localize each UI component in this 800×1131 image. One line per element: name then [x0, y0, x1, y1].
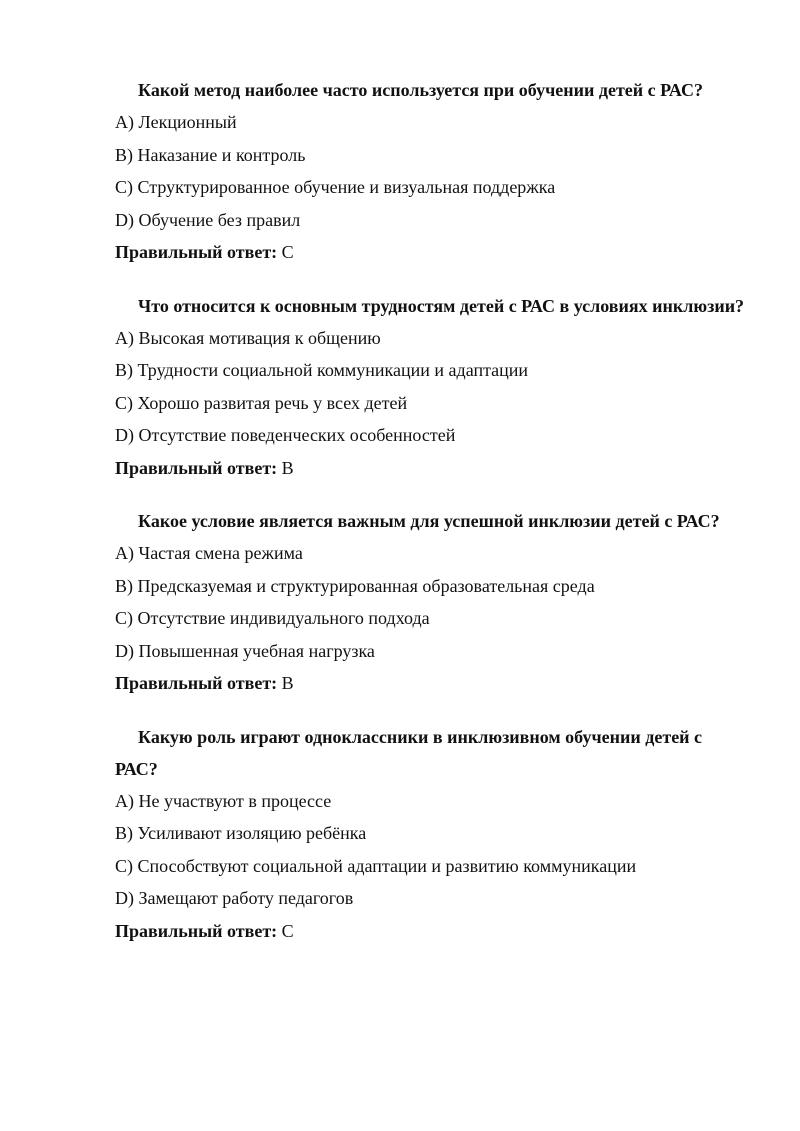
answer-value: B [277, 673, 294, 693]
question-title: Какое условие является важным для успешной инклюзии детей с РАС? [138, 511, 720, 531]
question-block-1 [115, 74, 745, 269]
option-a: A) Не участвуют в процессе [115, 790, 332, 811]
correct-answer [115, 452, 745, 485]
answer-label: Правильный ответ: [115, 920, 278, 941]
answer-label: Правильный ответ: [115, 242, 278, 262]
option-c: C) Структурированное обучение и визуальная поддержка [115, 177, 556, 197]
question-block-4 [115, 721, 745, 948]
question-title: Какой метод наиболее часто используется при обучении детей с РАС? [138, 80, 703, 100]
option-c: C) Способствуют социальной адаптации и развитию коммуникации [115, 855, 637, 876]
option-a: A) Высокая мотивация к общению [115, 327, 381, 348]
question-title: Какую роль играют одноклассники в инклюзивном обучении детей с РАС? [115, 726, 703, 779]
option-c: C) Отсутствие индивидуального подхода [115, 608, 430, 628]
question-block-2 [115, 290, 745, 485]
option-d: D) Замещают работу педагогов [115, 888, 354, 908]
option-a: A) Частая смена режима [115, 543, 303, 563]
answer-label: Правильный ответ: [115, 673, 278, 693]
answer-value: B [277, 457, 294, 478]
correct-answer [115, 915, 745, 948]
option-d: D) Обучение без правил [115, 209, 301, 230]
option-a: A) Лекционный [115, 112, 237, 132]
option-b: B) Наказание и контроль [115, 144, 306, 165]
question-block-3 [115, 505, 745, 700]
correct-answer [115, 236, 745, 269]
option-d: D) Отсутствие поведенческих особенностей [115, 425, 456, 445]
option-b: B) Трудности социальной коммуникации и адаптации [115, 360, 529, 380]
answer-value: C [277, 242, 294, 262]
option-b: B) Предсказуемая и структурированная образовательная среда [115, 575, 595, 596]
quiz-content [115, 74, 745, 968]
answer-label: Правильный ответ: [115, 457, 278, 478]
question-title: Что относится к основным трудностям детей с РАС в условиях инклюзии? [138, 295, 745, 316]
correct-answer [115, 667, 745, 700]
answer-value: C [277, 920, 294, 941]
option-d: D) Повышенная учебная нагрузка [115, 640, 375, 661]
option-b: B) Усиливают изоляцию ребёнка [115, 823, 367, 843]
option-c: C) Хорошо развитая речь у всех детей [115, 392, 408, 413]
